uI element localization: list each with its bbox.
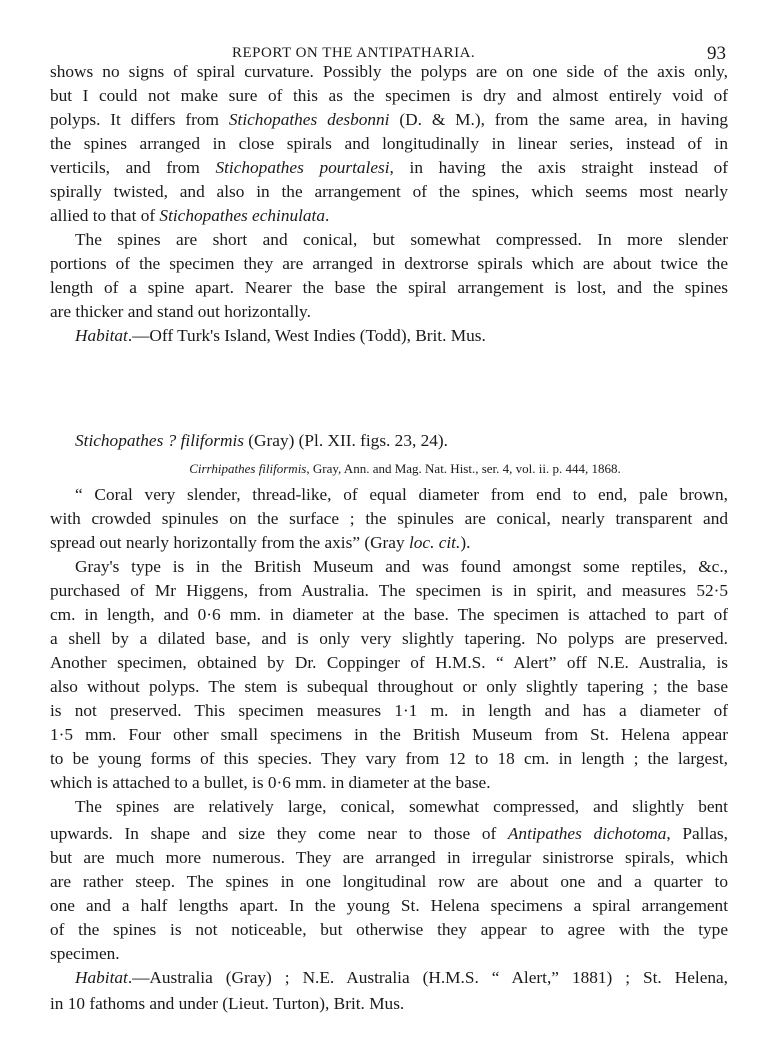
text: “ Coral very slender, thread-like, of equal diameter from end to end, pale brown, <box>75 485 728 504</box>
text-line <box>50 943 728 965</box>
text: cm. in length, and 0·6 mm. in diameter at the base. The specimen is attached to part of <box>50 605 728 624</box>
text-line <box>50 61 728 83</box>
text-line <box>50 532 728 554</box>
text: allied to that of <box>50 206 160 225</box>
text-line <box>50 676 728 698</box>
text-line <box>50 85 728 107</box>
text: length of a spine apart. Nearer the base the spiral arrangement is lost, and the spines <box>50 278 728 297</box>
text-line <box>50 871 728 893</box>
text: which is attached to a bullet, is 0·6 mm. in diameter at the base. <box>50 773 491 792</box>
text: , Gray, Ann. and Mag. Nat. Hist., ser. 4, vol. ii. p. 444, 1868. <box>306 461 621 476</box>
text: spirally twisted, and also in the arrangement of the spines, which seems most nearly <box>50 182 728 201</box>
text: is not preserved. This specimen measures 1·1 m. in length and has a diameter of <box>50 701 728 720</box>
text: ). <box>460 533 471 552</box>
italic-text: Stichopathes desbonni <box>228 110 390 129</box>
citation-line <box>145 458 665 480</box>
text: polyps. It differs from <box>50 110 229 129</box>
text-line <box>50 133 728 155</box>
text-line <box>50 277 728 299</box>
text: shows no signs of spiral curvature. Possibly the polyps are on one side of the axis only, <box>50 62 728 81</box>
text: a shell by a dilated base, and is only very slightly tapering. No polyps are preserved. <box>50 629 728 648</box>
italic-text: Habitat <box>75 326 128 345</box>
text: with crowded spinules on the surface ; the spinules are conical, nearly transparent and <box>50 509 728 528</box>
text: purchased of Mr Higgens, from Australia. The specimen is in spirit, and measures 52·5 <box>50 581 728 600</box>
text: .—Off Turk's Island, West Indies (Todd), Brit. Mus. <box>127 326 486 345</box>
text-line <box>50 205 728 227</box>
text: verticils, and from <box>50 158 216 177</box>
text-line <box>50 301 728 323</box>
text: also without polyps. The stem is subequal throughout or only slightly tapering ; the base <box>50 677 728 696</box>
text: one and a half lengths apart. In the young St. Helena specimens a spiral arrangement <box>50 896 728 915</box>
text-line <box>50 109 728 131</box>
text-line <box>50 748 728 770</box>
text: Gray's type is in the British Museum and was found amongst some reptiles, &c., <box>75 557 728 576</box>
text: , Pallas, <box>666 824 728 843</box>
page-number: 93 <box>707 43 726 64</box>
text-line <box>75 796 728 818</box>
text-line <box>50 724 728 746</box>
running-header: REPORT ON THE ANTIPATHARIA. <box>232 45 476 61</box>
section-heading <box>75 430 728 452</box>
text: of the spines is not noticeable, but otherwise they appear to agree with the type <box>50 920 728 939</box>
italic-text: Stichopathes ? filiformis <box>75 431 244 450</box>
text-line <box>50 772 728 794</box>
text: spread out nearly horizontally from the axis” (Gray <box>50 533 409 552</box>
text-line <box>50 181 728 203</box>
text: (Gray) (Pl. XII. figs. 23, 24). <box>243 431 448 450</box>
text: are rather steep. The spines in one longitudinal row are about one and a quarter to <box>50 872 728 891</box>
text-line <box>50 604 728 626</box>
text: but I could not make sure of this as the specimen is dry and almost entirely void of <box>50 86 728 105</box>
text-line <box>50 157 728 179</box>
italic-text: Cirrhipathes filiformis <box>189 461 307 476</box>
text: , in having the axis straight instead of <box>389 158 729 177</box>
text: The spines are short and conical, but somewhat compressed. In more slender <box>75 230 728 249</box>
text-line <box>50 253 728 275</box>
text: The spines are relatively large, conical, somewhat compressed, and slightly bent <box>75 797 728 816</box>
text-line <box>50 508 728 530</box>
text-line <box>50 628 728 650</box>
text-line <box>75 967 728 989</box>
text: portions of the specimen they are arranged in dextrorse spirals which are about twice the <box>50 254 728 273</box>
italic-text: Habitat <box>75 968 128 987</box>
text-line <box>75 325 728 347</box>
text: Another specimen, obtained by Dr. Coppinger of H.M.S. “ Alert” off N.E. Australia, is <box>50 653 728 672</box>
italic-text: Stichopathes echinulata <box>159 206 326 225</box>
text: are thicker and stand out horizontally. <box>50 302 311 321</box>
text-line <box>50 993 728 1015</box>
text: specimen. <box>50 944 120 963</box>
text: .—Australia (Gray) ; N.E. Australia (H.M.S. “ Alert,” 1881) ; St. Helena, <box>127 968 728 987</box>
text: 1·5 mm. Four other small specimens in the British Museum from St. Helena appear <box>50 725 728 744</box>
text-line <box>75 556 728 578</box>
text-line <box>50 580 728 602</box>
italic-text: Antipathes dichotoma <box>507 824 667 843</box>
text: to be young forms of this species. They vary from 12 to 18 cm. in length ; the largest, <box>50 749 728 768</box>
text-line <box>75 484 728 506</box>
text-line <box>50 847 728 869</box>
italic-text: loc. cit. <box>408 533 461 552</box>
text: in 10 fathoms and under (Lieut. Turton), Brit. Mus. <box>50 994 405 1013</box>
text-line <box>50 700 728 722</box>
text: upwards. In shape and size they come near to those of <box>50 824 508 843</box>
text-line <box>50 895 728 917</box>
text: the spines arranged in close spirals and longitudinally in linear series, instead of in <box>50 134 728 153</box>
text: . <box>325 206 330 225</box>
text-line <box>50 652 728 674</box>
text: but are much more numerous. They are arranged in irregular sinistrorse spirals, which <box>50 848 728 867</box>
text-line <box>50 823 728 845</box>
italic-text: Stichopathes pourtalesi <box>215 158 390 177</box>
text-line <box>75 229 728 251</box>
text: (D. & M.), from the same area, in having <box>389 110 728 129</box>
text-line <box>50 919 728 941</box>
